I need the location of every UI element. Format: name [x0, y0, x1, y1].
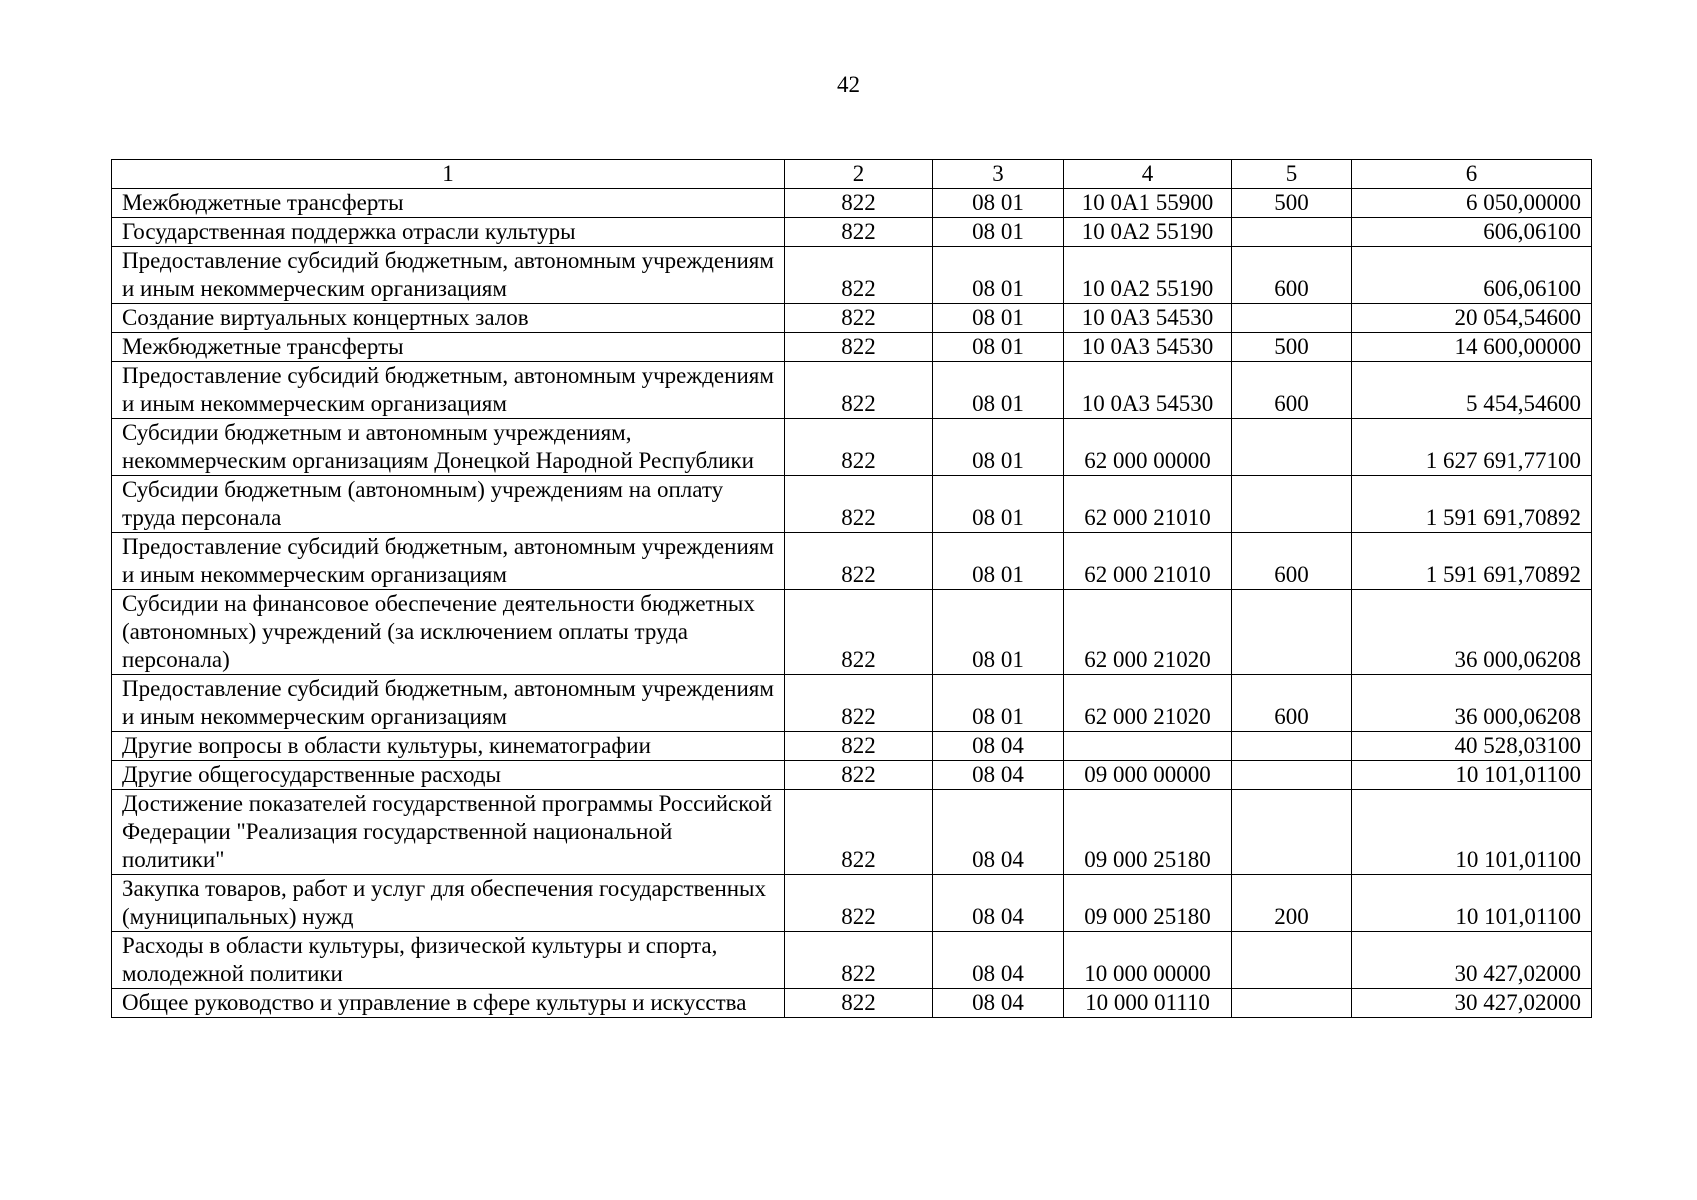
- amount-cell: 14 600,00000: [1352, 333, 1592, 362]
- target-item-cell: 10 0А2 55190: [1064, 247, 1232, 304]
- expense-type-cell: [1232, 932, 1352, 989]
- target-item-cell: 09 000 25180: [1064, 875, 1232, 932]
- expense-type-cell: 600: [1232, 362, 1352, 419]
- expense-type-cell: 600: [1232, 533, 1352, 590]
- expense-name-cell: Другие вопросы в области культуры, кинематографии: [112, 732, 785, 761]
- target-item-cell: 10 000 00000: [1064, 932, 1232, 989]
- target-item-cell: 09 000 25180: [1064, 790, 1232, 875]
- amount-cell: 1 591 691,70892: [1352, 533, 1592, 590]
- amount-cell: 606,06100: [1352, 218, 1592, 247]
- expense-name-cell: Предоставление субсидий бюджетным, автономным учреждениям и иным некоммерческим организациям: [112, 247, 785, 304]
- ministry-code-cell: 822: [785, 875, 933, 932]
- target-item-cell: 62 000 00000: [1064, 419, 1232, 476]
- section-code-cell: 08 04: [933, 732, 1064, 761]
- amount-cell: 40 528,03100: [1352, 732, 1592, 761]
- expense-type-cell: 500: [1232, 333, 1352, 362]
- section-code-cell: 08 01: [933, 476, 1064, 533]
- ministry-code-cell: 822: [785, 333, 933, 362]
- expense-type-cell: [1232, 304, 1352, 333]
- section-code-cell: 08 01: [933, 675, 1064, 732]
- expense-name-cell: Другие общегосударственные расходы: [112, 761, 785, 790]
- ministry-code-cell: 822: [785, 732, 933, 761]
- ministry-code-cell: 822: [785, 189, 933, 218]
- section-code-cell: 08 01: [933, 362, 1064, 419]
- expense-name-cell: Межбюджетные трансферты: [112, 333, 785, 362]
- amount-cell: 30 427,02000: [1352, 932, 1592, 989]
- table-row: [112, 761, 1592, 790]
- target-item-cell: 62 000 21010: [1064, 476, 1232, 533]
- expense-type-cell: 500: [1232, 189, 1352, 218]
- table-row: [112, 362, 1592, 419]
- section-code-cell: 08 04: [933, 761, 1064, 790]
- table-row: [112, 476, 1592, 533]
- table-row: [112, 419, 1592, 476]
- target-item-cell: 10 000 01110: [1064, 989, 1232, 1018]
- amount-cell: 30 427,02000: [1352, 989, 1592, 1018]
- amount-cell: 606,06100: [1352, 247, 1592, 304]
- expense-type-cell: [1232, 761, 1352, 790]
- ministry-code-cell: 822: [785, 476, 933, 533]
- section-code-cell: 08 04: [933, 989, 1064, 1018]
- table-row: [112, 218, 1592, 247]
- table-row: [112, 790, 1592, 875]
- expense-name-cell: Субсидии на финансовое обеспечение деятельности бюджетных (автономных) учреждений (за исключением оплаты труда персонала): [112, 590, 785, 675]
- column-number-row: [112, 160, 1592, 189]
- section-code-cell: 08 01: [933, 419, 1064, 476]
- expense-name-cell: Государственная поддержка отрасли культуры: [112, 218, 785, 247]
- section-code-cell: 08 04: [933, 875, 1064, 932]
- page-number: 42: [837, 72, 860, 97]
- column-number-1: 1: [112, 160, 785, 189]
- expense-type-cell: [1232, 218, 1352, 247]
- amount-cell: 36 000,06208: [1352, 675, 1592, 732]
- amount-cell: 10 101,01100: [1352, 875, 1592, 932]
- section-code-cell: 08 01: [933, 189, 1064, 218]
- expense-name-cell: Предоставление субсидий бюджетным, автономным учреждениям и иным некоммерческим организациям: [112, 675, 785, 732]
- expense-name-cell: Субсидии бюджетным (автономным) учреждениям на оплату труда персонала: [112, 476, 785, 533]
- expense-name-cell: Достижение показателей государственной программы Российской Федерации "Реализация государственной национальной политики": [112, 790, 785, 875]
- amount-cell: 1 591 691,70892: [1352, 476, 1592, 533]
- budget-table-body: [112, 160, 1592, 1018]
- table-row: [112, 590, 1592, 675]
- column-number-2: 2: [785, 160, 933, 189]
- table-row: [112, 189, 1592, 218]
- target-item-cell: 10 0А2 55190: [1064, 218, 1232, 247]
- column-number-6: 6: [1352, 160, 1592, 189]
- section-code-cell: 08 01: [933, 333, 1064, 362]
- expense-type-cell: [1232, 419, 1352, 476]
- target-item-cell: 62 000 21020: [1064, 675, 1232, 732]
- expense-type-cell: 600: [1232, 247, 1352, 304]
- column-number-5: 5: [1232, 160, 1352, 189]
- ministry-code-cell: 822: [785, 419, 933, 476]
- table-row: [112, 304, 1592, 333]
- target-item-cell: 10 0А3 54530: [1064, 333, 1232, 362]
- column-number-3: 3: [933, 160, 1064, 189]
- ministry-code-cell: 822: [785, 247, 933, 304]
- section-code-cell: 08 01: [933, 218, 1064, 247]
- table-row: [112, 675, 1592, 732]
- section-code-cell: 08 01: [933, 590, 1064, 675]
- amount-cell: 10 101,01100: [1352, 790, 1592, 875]
- expense-type-cell: [1232, 732, 1352, 761]
- expense-type-cell: [1232, 590, 1352, 675]
- table-row: [112, 932, 1592, 989]
- expense-name-cell: Предоставление субсидий бюджетным, автономным учреждениям и иным некоммерческим организациям: [112, 533, 785, 590]
- ministry-code-cell: 822: [785, 533, 933, 590]
- expense-name-cell: Общее руководство и управление в сфере культуры и искусства: [112, 989, 785, 1018]
- ministry-code-cell: 822: [785, 761, 933, 790]
- ministry-code-cell: 822: [785, 590, 933, 675]
- target-item-cell: 62 000 21010: [1064, 533, 1232, 590]
- budget-table: [111, 159, 1592, 1018]
- expense-name-cell: Субсидии бюджетным и автономным учреждениям, некоммерческим организациям Донецкой Народной Республики: [112, 419, 785, 476]
- section-code-cell: 08 01: [933, 304, 1064, 333]
- table-row: [112, 247, 1592, 304]
- amount-cell: 36 000,06208: [1352, 590, 1592, 675]
- section-code-cell: 08 04: [933, 932, 1064, 989]
- ministry-code-cell: 822: [785, 362, 933, 419]
- section-code-cell: 08 01: [933, 533, 1064, 590]
- amount-cell: 5 454,54600: [1352, 362, 1592, 419]
- target-item-cell: 09 000 00000: [1064, 761, 1232, 790]
- target-item-cell: 62 000 21020: [1064, 590, 1232, 675]
- expense-type-cell: [1232, 476, 1352, 533]
- ministry-code-cell: 822: [785, 790, 933, 875]
- target-item-cell: 10 0А1 55900: [1064, 189, 1232, 218]
- amount-cell: 20 054,54600: [1352, 304, 1592, 333]
- amount-cell: 10 101,01100: [1352, 761, 1592, 790]
- expense-name-cell: Межбюджетные трансферты: [112, 189, 785, 218]
- column-number-4: 4: [1064, 160, 1232, 189]
- ministry-code-cell: 822: [785, 989, 933, 1018]
- ministry-code-cell: 822: [785, 218, 933, 247]
- expense-type-cell: [1232, 790, 1352, 875]
- ministry-code-cell: 822: [785, 675, 933, 732]
- ministry-code-cell: 822: [785, 304, 933, 333]
- expense-name-cell: Расходы в области культуры, физической культуры и спорта, молодежной политики: [112, 932, 785, 989]
- table-row: [112, 333, 1592, 362]
- table-row: [112, 875, 1592, 932]
- amount-cell: 1 627 691,77100: [1352, 419, 1592, 476]
- expense-name-cell: Закупка товаров, работ и услуг для обеспечения государственных (муниципальных) нужд: [112, 875, 785, 932]
- target-item-cell: 10 0А3 54530: [1064, 362, 1232, 419]
- expense-type-cell: [1232, 989, 1352, 1018]
- expense-name-cell: Создание виртуальных концертных залов: [112, 304, 785, 333]
- table-row: [112, 533, 1592, 590]
- expense-type-cell: 600: [1232, 675, 1352, 732]
- expense-name-cell: Предоставление субсидий бюджетным, автономным учреждениям и иным некоммерческим организациям: [112, 362, 785, 419]
- section-code-cell: 08 01: [933, 247, 1064, 304]
- section-code-cell: 08 04: [933, 790, 1064, 875]
- expense-type-cell: 200: [1232, 875, 1352, 932]
- target-item-cell: [1064, 732, 1232, 761]
- ministry-code-cell: 822: [785, 932, 933, 989]
- amount-cell: 6 050,00000: [1352, 189, 1592, 218]
- table-row: [112, 732, 1592, 761]
- table-row: [112, 989, 1592, 1018]
- target-item-cell: 10 0А3 54530: [1064, 304, 1232, 333]
